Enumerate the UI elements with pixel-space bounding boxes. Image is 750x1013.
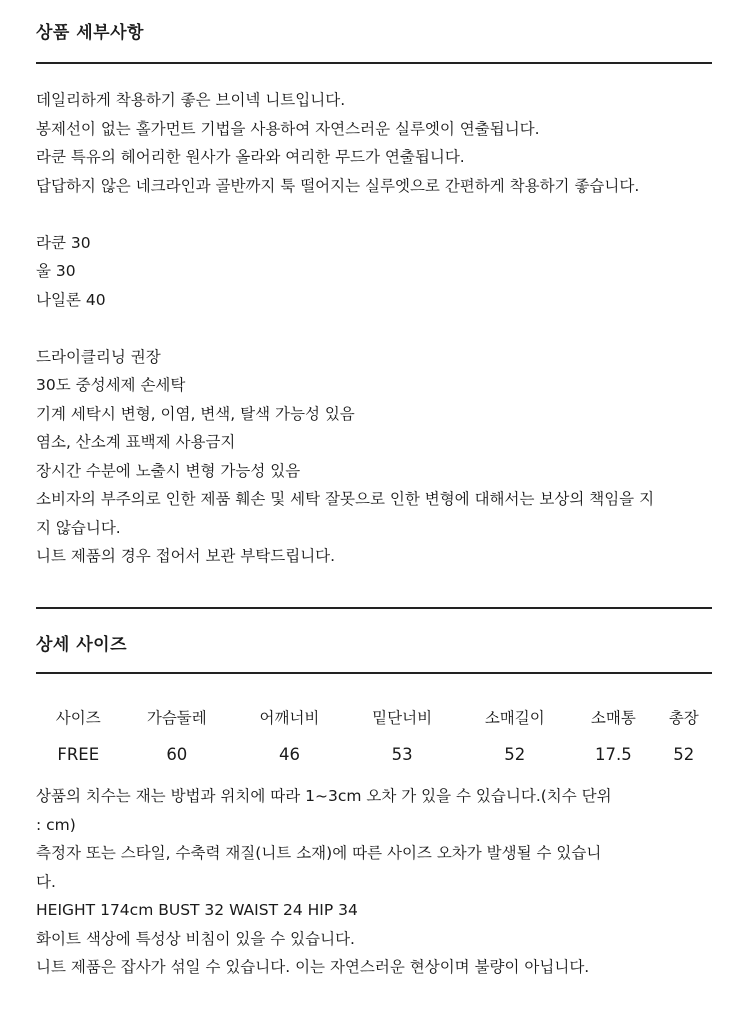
details-section-title: 상품 세부사항: [36, 23, 144, 43]
composition-line: 라쿤 30: [36, 233, 91, 252]
size-cell: 52: [504, 744, 526, 764]
description-line: 봉제선이 없는 홀가먼트 기법을 사용하여 자연스러운 실루엣이 연출됩니다.: [36, 119, 540, 138]
size-cell: FREE: [57, 744, 100, 764]
sizes-section-title: 상세 사이즈: [36, 635, 128, 655]
size-header-cell: 소매통: [590, 709, 636, 727]
size-header-cell: 소매길이: [484, 709, 545, 727]
size-table: [36, 700, 712, 774]
composition-line: 나일론 40: [36, 290, 106, 309]
size-note-line: 상품의 치수는 재는 방법과 위치에 따라 1~3cm 오차 가 있을 수 있습니다.(치수 단위: [36, 787, 612, 805]
care-line: 지 않습니다.: [36, 518, 121, 537]
care-line: 30도 중성세제 손세탁: [36, 376, 186, 394]
size-header-cell: 밑단너비: [372, 709, 433, 727]
care-line: 드라이클리닝 권장: [36, 347, 161, 366]
sizes-divider: [36, 672, 712, 674]
size-note-line: 다.: [36, 872, 56, 891]
description-line: 라쿤 특유의 헤어리한 원사가 올라와 여리한 무드가 연출됩니다.: [36, 148, 465, 166]
size-cell: 53: [391, 744, 413, 764]
size-cell: 46: [278, 744, 300, 764]
spacer: [36, 200, 726, 229]
size-header-cell: 총장: [668, 709, 699, 727]
sizes-top-divider: [36, 607, 712, 609]
size-note-line: 측정자 또는 스타일, 수축력 재질(니트 소재)에 따른 사이즈 오차가 발생될 수 있습니: [36, 844, 602, 862]
size-note-line: 화이트 색상에 특성상 비침이 있을 수 있습니다.: [36, 929, 355, 948]
size-header-cell: 어깨너비: [259, 709, 320, 727]
size-cell: 60: [166, 744, 188, 764]
care-line: 염소, 산소계 표백제 사용금지: [36, 433, 236, 451]
composition-line: 울 30: [36, 262, 76, 280]
size-header-cell: 가슴둘레: [146, 709, 207, 727]
care-line: 기계 세탁시 변형, 이염, 변색, 탈색 가능성 있음: [36, 404, 355, 423]
details-text-block: [36, 86, 726, 571]
size-table-row: [36, 734, 712, 774]
care-line: 니트 제품의 경우 접어서 보관 부탁드립니다.: [36, 547, 336, 565]
description-line: 데일리하게 착용하기 좋은 브이넥 니트입니다.: [36, 91, 346, 109]
size-cell: 52: [673, 744, 695, 764]
size-note-line: 니트 제품은 잡사가 섞일 수 있습니다. 이는 자연스러운 현상이며 불량이 아닙니다.: [36, 958, 590, 976]
size-table-header-row: [36, 700, 712, 734]
size-note-line: : cm): [36, 815, 76, 834]
care-line: 소비자의 부주의로 인한 제품 훼손 및 세탁 잘못으로 인한 변형에 대해서는 보상의 책임을 지: [36, 490, 655, 508]
size-header-cell: 사이즈: [55, 709, 101, 727]
size-notes: [36, 782, 716, 982]
size-note-line: HEIGHT 174cm BUST 32 WAIST 24 HIP 34: [36, 901, 358, 919]
spacer: [36, 314, 726, 343]
care-line: 장시간 수분에 노출시 변형 가능성 있음: [36, 461, 301, 480]
size-cell: 17.5: [594, 744, 632, 764]
details-divider: [36, 62, 712, 64]
description-line: 답답하지 않은 네크라인과 골반까지 툭 떨어지는 실루엣으로 간편하게 착용하기 좋습니다.: [36, 176, 640, 195]
